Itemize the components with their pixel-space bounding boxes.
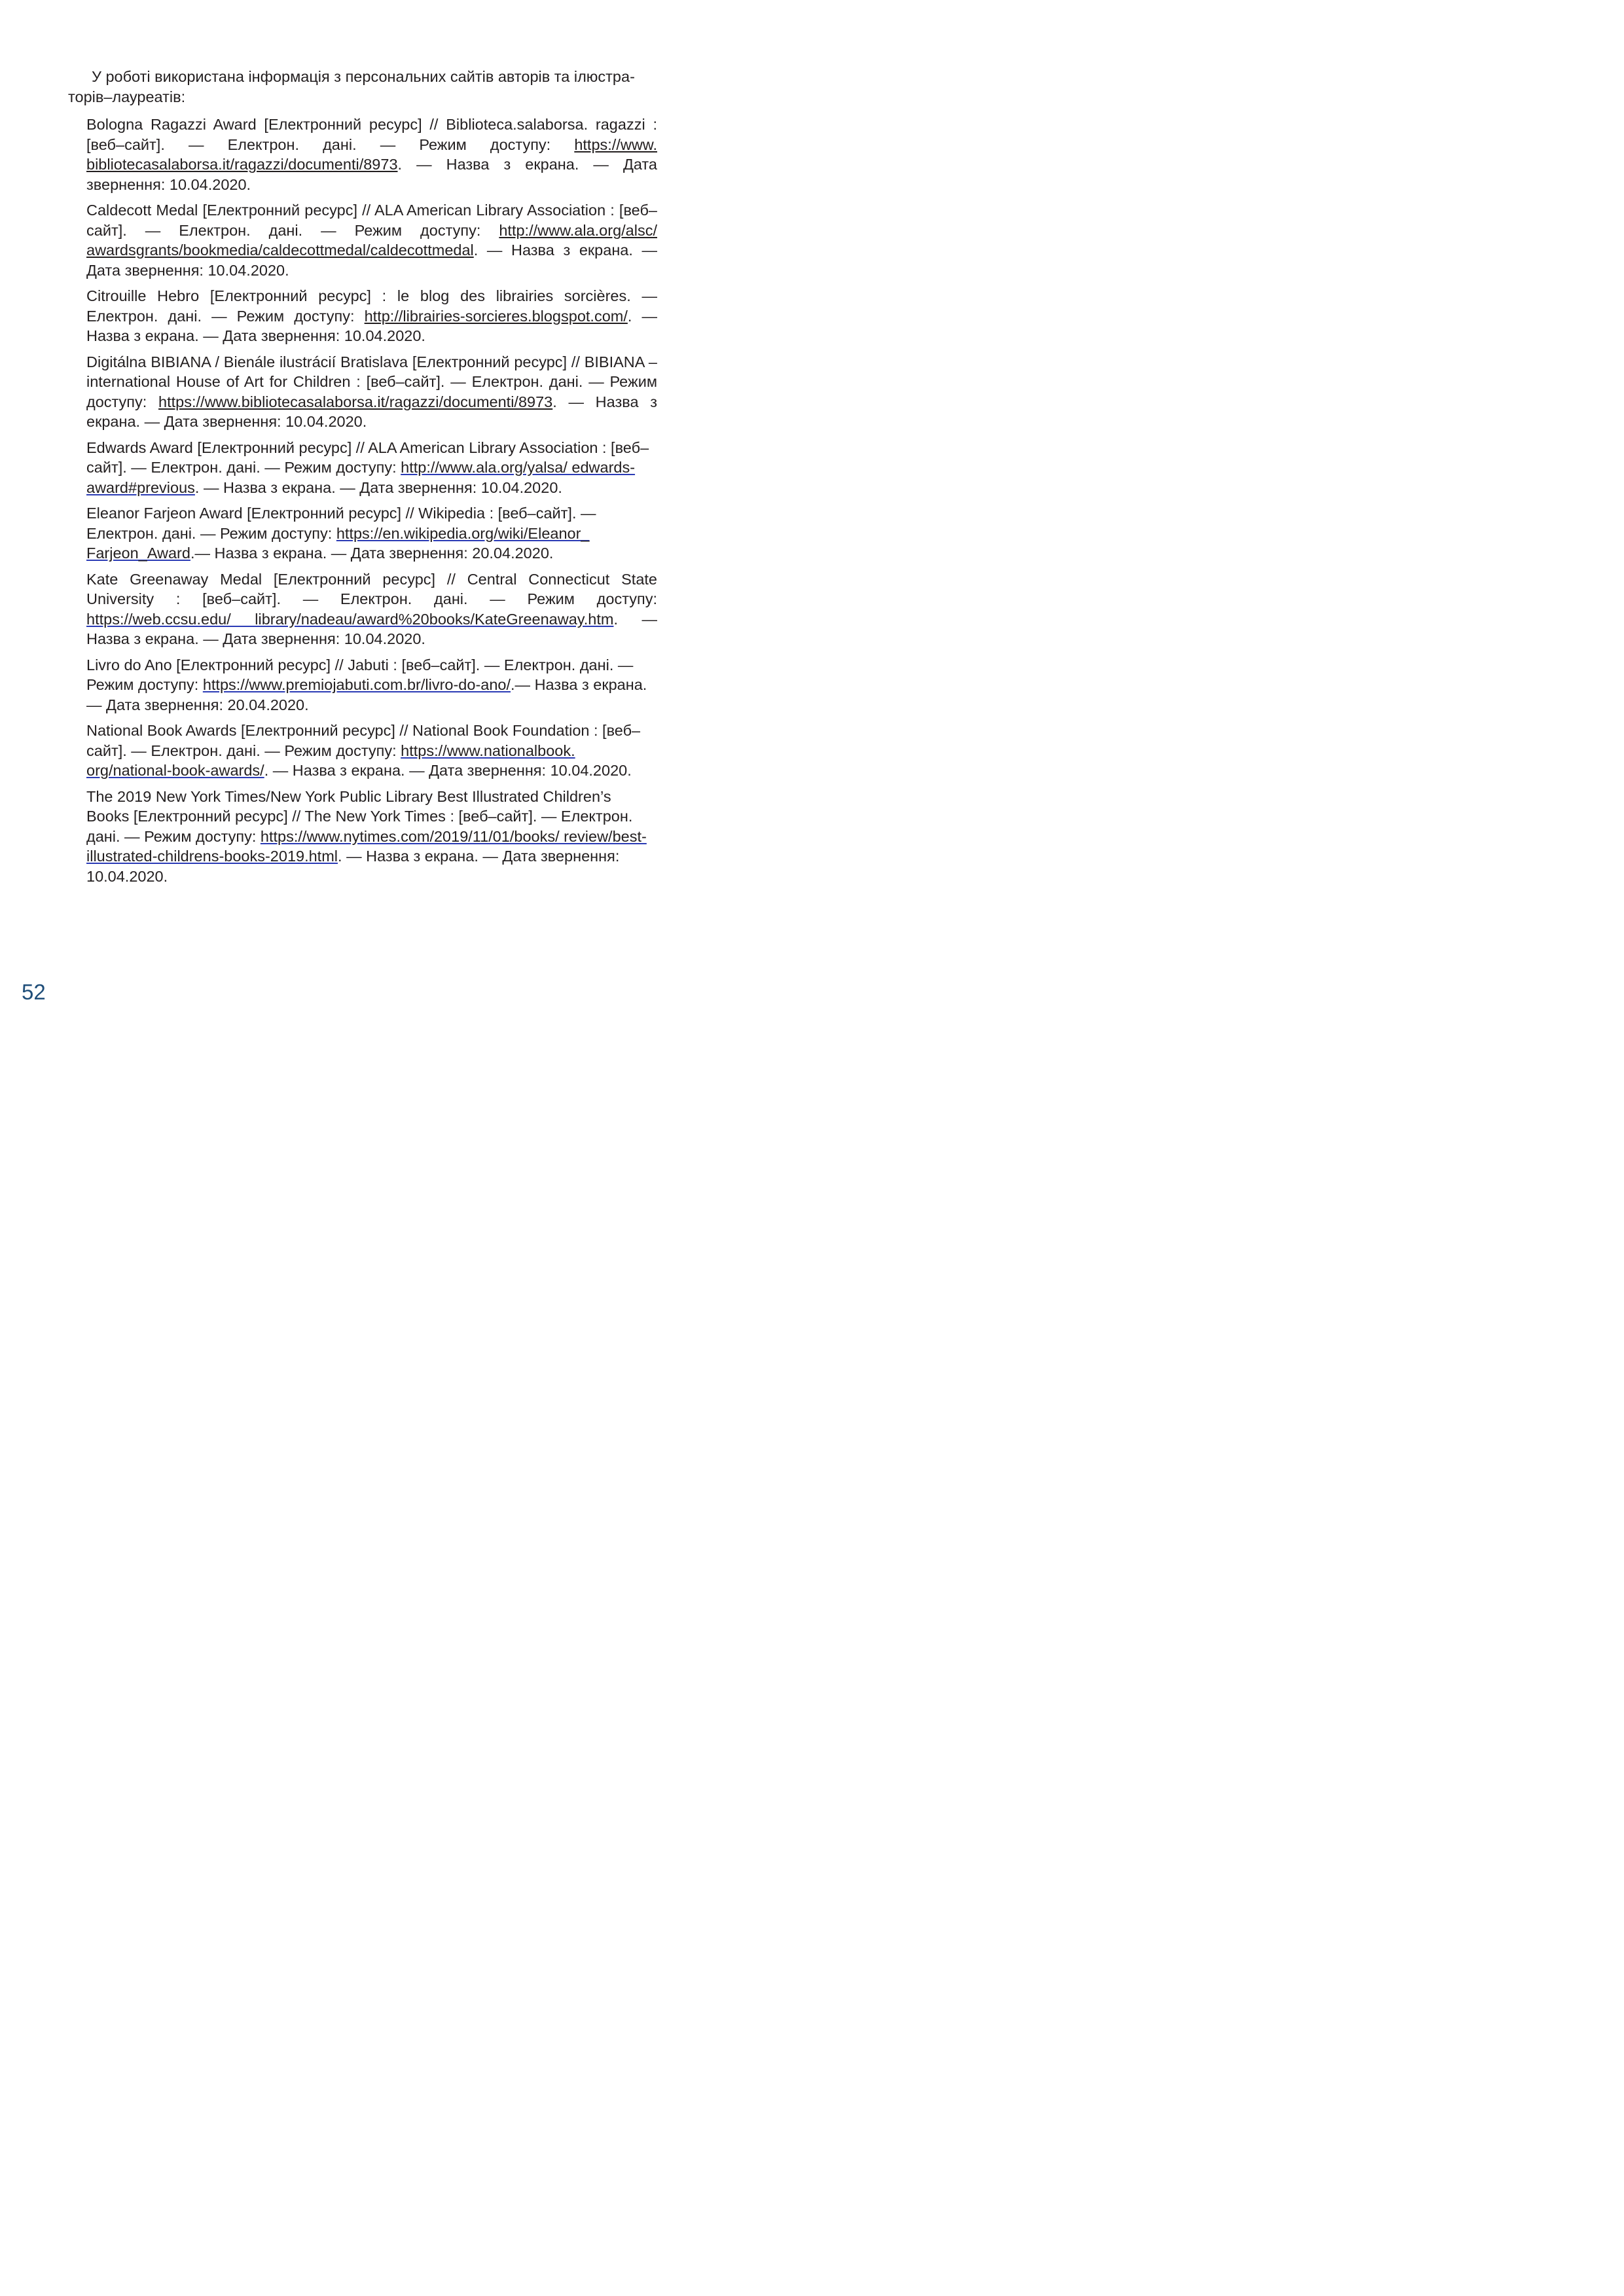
document-page (0, 0, 729, 1030)
reference-link[interactable]: http://librairies-sorcieres.blogspot.com/ (364, 307, 628, 325)
reference-text: . — Назва з екрана. — Дата звернення: 10.04.2020. (86, 156, 657, 193)
reference-text: . — Назва з екрана. — Дата звернення: 10.04.2020. (86, 242, 657, 279)
reference-text: The 2019 New York Times/New York Public Library Best Illustrated Children’s Books [Електронний ресурс] // The New York Times : [веб–сайт]. — Електрон. дані. — Режим доступу: (86, 787, 633, 845)
reference-text: .— Назва з екрана. — Дата звернення: 20.04.2020. (86, 676, 647, 713)
reference-text: Kate Greenaway Medal [Електронний ресурс] // Central Connecticut State University : [веб–сайт]. — Електрон. дані. — Режим доступу: (86, 570, 657, 607)
reference-link[interactable]: https://www.premiojabuti.com.br/livro-do-ano/ (202, 676, 511, 693)
page-number: 52 (22, 980, 46, 1004)
reference-link[interactable]: https://www.nationalbook. org/national-book-awards/ (86, 742, 575, 779)
reference-text: Citrouille Hebro [Електронний ресурс] : le blog des librairies sorcières. — Електрон. дані. — Режим доступу: (86, 287, 657, 325)
reference-text: Digitálna BIBIANA / Bienále ilustrácií Bratislava [Електронний ресурс] // BIBIANA – international House of Art for Children : [веб–сайт]. — Електрон. дані. — Режим доступу: (86, 353, 657, 410)
reference-text: . — Назва з екрана. — Дата звернення: 10.04.2020. (86, 393, 658, 430)
reference-link[interactable]: http://www.ala.org/yalsa/ edwards-award#previous (86, 459, 636, 496)
reference-text: Livro do Ano [Електронний ресурс] // Jabuti : [веб–сайт]. — Електрон. дані. — Режим доступу: (86, 656, 634, 693)
reference-item-edwards (86, 438, 657, 498)
reference-text: . — Назва з екрана. — Дата звернення: 10.04.2020. (86, 848, 620, 885)
intro-paragraph: У роботі використана інформація з персональних сайтів авторів та ілюстра-торів–лауреатів: (68, 68, 635, 105)
reference-link[interactable]: https://www.nytimes.com/2019/11/01/books/ review/best-illustrated-childrens-books-2019.html (86, 827, 647, 865)
reference-item-farjeon (86, 503, 657, 564)
reference-item-nytimes (86, 787, 657, 887)
reference-item-jabuti (86, 655, 657, 715)
reference-link[interactable]: http://www.ala.org/alsc/ awardsgrants/bookmedia/caldecottmedal/caldecottmedal (86, 221, 657, 259)
reference-text: Bologna Ragazzi Award [Електронний ресурс] // Biblioteca.salaborsa. ragazzi : [веб–сайт]. — Електрон. дані. — Режим доступу: (86, 116, 657, 153)
reference-text: Caldecott Medal [Електронний ресурс] // ALA American Library Association : [веб–сайт]. — Електрон. дані. — Режим доступу: (86, 202, 657, 239)
reference-link[interactable]: https://en.wikipedia.org/wiki/Eleanor_ Farjeon_Award (86, 524, 590, 562)
reference-item-greenaway (86, 569, 657, 649)
reference-item-caldecott (86, 200, 657, 280)
reference-link[interactable]: https://www.bibliotecasalaborsa.it/ragazzi/documenti/8973 (158, 393, 553, 410)
reference-text: . — Назва з екрана. — Дата звернення: 10.04.2020. (194, 478, 562, 496)
reference-list (86, 115, 657, 892)
reference-text: .— Назва з екрана. — Дата звернення: 20.04.2020. (190, 545, 554, 562)
reference-text: . — Назва з екрана. — Дата звернення: 10.04.2020. (86, 610, 657, 647)
reference-text: . — Назва з екрана. — Дата звернення: 10.04.2020. (86, 307, 657, 344)
reference-link[interactable]: https://web.ccsu.edu/ library/nadeau/award%20books/KateGreenaway.htm (86, 610, 614, 628)
reference-item-national-book (86, 721, 657, 781)
reference-text: National Book Awards [Електронний ресурс] // National Book Foundation : [веб–сайт]. — Електрон. дані. — Режим доступу: (86, 722, 641, 759)
reference-item-bologna (86, 115, 657, 194)
reference-link[interactable]: https://www. bibliotecasalaborsa.it/ragazzi/documenti/8973 (86, 135, 657, 173)
reference-text: . — Назва з екрана. — Дата звернення: 10.04.2020. (264, 762, 632, 779)
reference-text: Edwards Award [Електронний ресурс] // ALA American Library Association : [веб–сайт]. — Електрон. дані. — Режим доступу: (86, 439, 649, 476)
reference-item-citrouille (86, 286, 657, 346)
reference-text: Eleanor Farjeon Award [Електронний ресурс] // Wikipedia : [веб–сайт]. — Електрон. дані. — Режим доступу: (86, 505, 596, 542)
reference-item-bibiana (86, 352, 657, 432)
